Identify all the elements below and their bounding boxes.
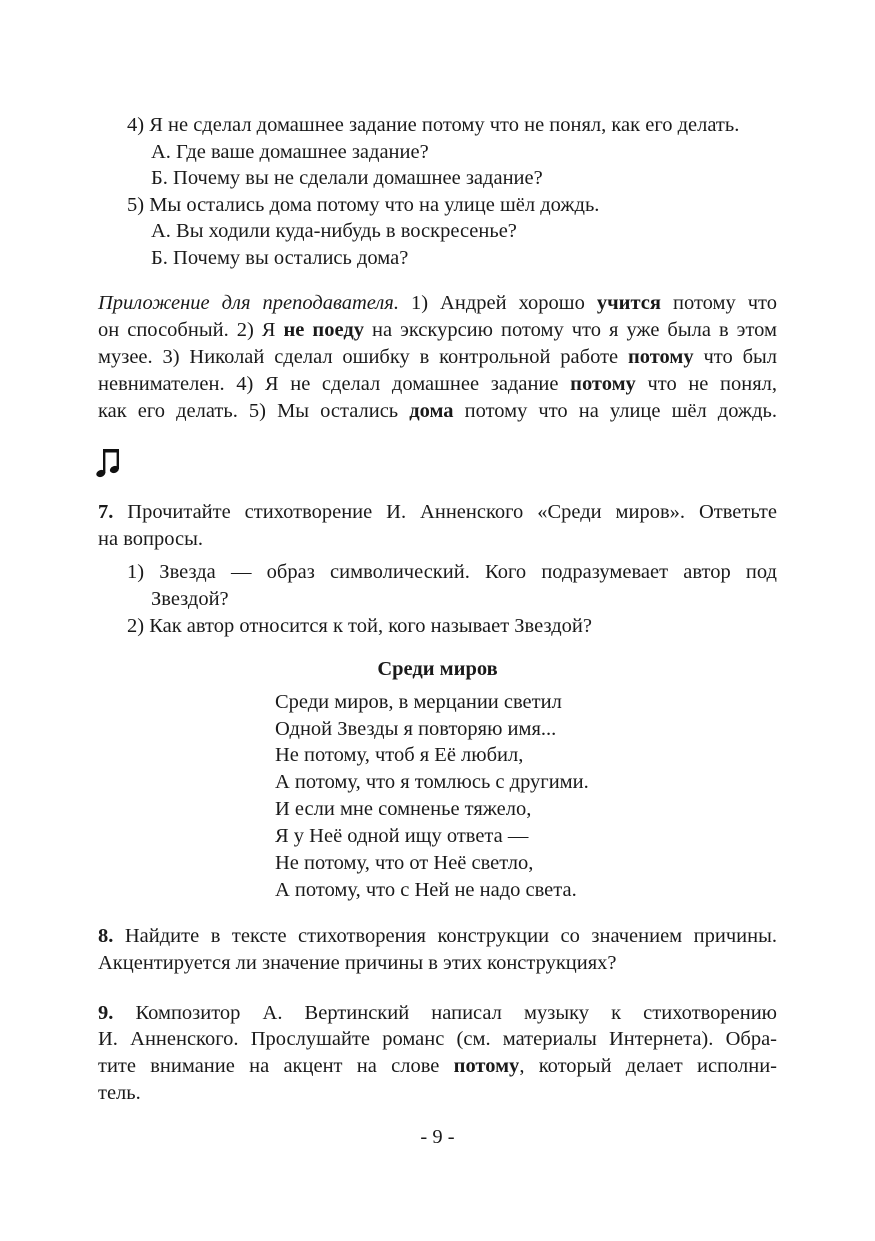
- poem-line: Среди миров, в мерцании светил: [275, 691, 562, 713]
- keyword: не поеду: [283, 319, 364, 341]
- exercise6-item4-answer-b: Б. Почему вы не сделали домашнее задание?: [151, 167, 543, 189]
- appendix-line-1: [98, 290, 777, 316]
- exercise-number: 9.: [98, 1002, 114, 1024]
- exercise6-item5-question: 5) Мы остались дома потому что на улице шёл дождь.: [127, 194, 600, 216]
- exercise-number: 7.: [98, 501, 114, 523]
- exercise8-line-2: Акцентируется ли значение причины в этих конструкциях?: [98, 952, 617, 974]
- exercise9-line-3: [98, 1053, 777, 1079]
- exercise7-line-1: [98, 499, 777, 525]
- keyword: потому: [570, 373, 636, 395]
- poem-line: А потому, что с Ней не надо света.: [275, 879, 577, 901]
- appendix-text: как его делать. 5) Мы остались: [98, 400, 410, 422]
- appendix-text: музее. 3) Николай сделал ошибку в контрольной работе: [98, 346, 628, 368]
- exercise-text: Найдите в тексте стихотворения конструкции со значением причины.: [113, 925, 777, 947]
- exercise7-question-2: 2) Как автор относится к той, кого называет Звездой?: [127, 615, 592, 637]
- appendix-text: на экскурсию потому что я уже была в этом: [363, 319, 778, 341]
- exercise9-line-2: И. Анненского. Прослушайте романс (см. материалы Интернета). Обра-: [98, 1028, 777, 1050]
- poem-title: Среди миров: [377, 658, 498, 680]
- music-note-icon: [96, 446, 124, 480]
- exercise-text: тите внимание на акцент на слове: [98, 1055, 454, 1077]
- appendix-text: что не понял,: [635, 373, 778, 395]
- exercise7-question-1: 1) Звезда — образ символический. Кого подразумевает автор под: [127, 561, 777, 583]
- exercise7-line-2: на вопросы.: [98, 528, 203, 550]
- appendix-text: он способный. 2) Я: [98, 319, 284, 341]
- page-number: - 9 -: [420, 1126, 455, 1148]
- exercise9-line-4: тель.: [98, 1082, 141, 1104]
- poem-line: Одной Звезды я повторяю имя...: [275, 718, 557, 740]
- exercise6-item5-answer-b: Б. Почему вы остались дома?: [151, 247, 409, 269]
- exercise-text: Прочитайте стихотворение И. Анненского «Среди миров». Ответьте: [113, 501, 777, 523]
- appendix-text: потому что: [661, 292, 777, 314]
- appendix-text: потому что на улице шёл дождь.: [453, 400, 777, 422]
- poem-line: И если мне сомненье тяжело,: [275, 798, 532, 820]
- exercise9-line-1: [98, 1000, 777, 1026]
- appendix-line-5: [98, 398, 777, 424]
- exercise6-item4-question: 4) Я не сделал домашнее задание потому что не понял, как его делать.: [127, 114, 740, 136]
- poem-line: А потому, что я томлюсь с другими.: [275, 771, 589, 793]
- appendix-line-3: [98, 344, 777, 370]
- exercise-text: Композитор А. Вертинский написал музыку к стихотворению: [113, 1002, 777, 1024]
- keyword: дома: [409, 400, 454, 422]
- appendix-line-2: [98, 317, 777, 343]
- appendix-text: что был: [693, 346, 777, 368]
- keyword: потому: [627, 346, 694, 368]
- poem-line: Не потому, что от Неё светло,: [275, 852, 534, 874]
- poem-line: Я у Неё одной ищу ответа —: [275, 825, 529, 847]
- poem-line: Не потому, чтоб я Её любил,: [275, 744, 524, 766]
- keyword: потому: [453, 1055, 520, 1077]
- exercise-text: , который делает исполни-: [519, 1055, 778, 1077]
- exercise-number: 8.: [98, 925, 114, 947]
- appendix-text: невнимателен. 4) Я не сделал домашнее задание: [98, 373, 571, 395]
- exercise8-line-1: [98, 923, 777, 949]
- appendix-label: Приложение для преподавателя.: [98, 292, 399, 314]
- appendix-line-4: [98, 371, 777, 397]
- exercise7-question-1-cont: Звездой?: [151, 588, 229, 610]
- appendix-text: 1) Андрей хорошо: [398, 292, 597, 314]
- keyword: учится: [596, 292, 661, 314]
- exercise6-item5-answer-a: А. Вы ходили куда-нибудь в воскресенье?: [151, 220, 517, 242]
- exercise6-item4-answer-a: А. Где ваше домашнее задание?: [151, 141, 429, 163]
